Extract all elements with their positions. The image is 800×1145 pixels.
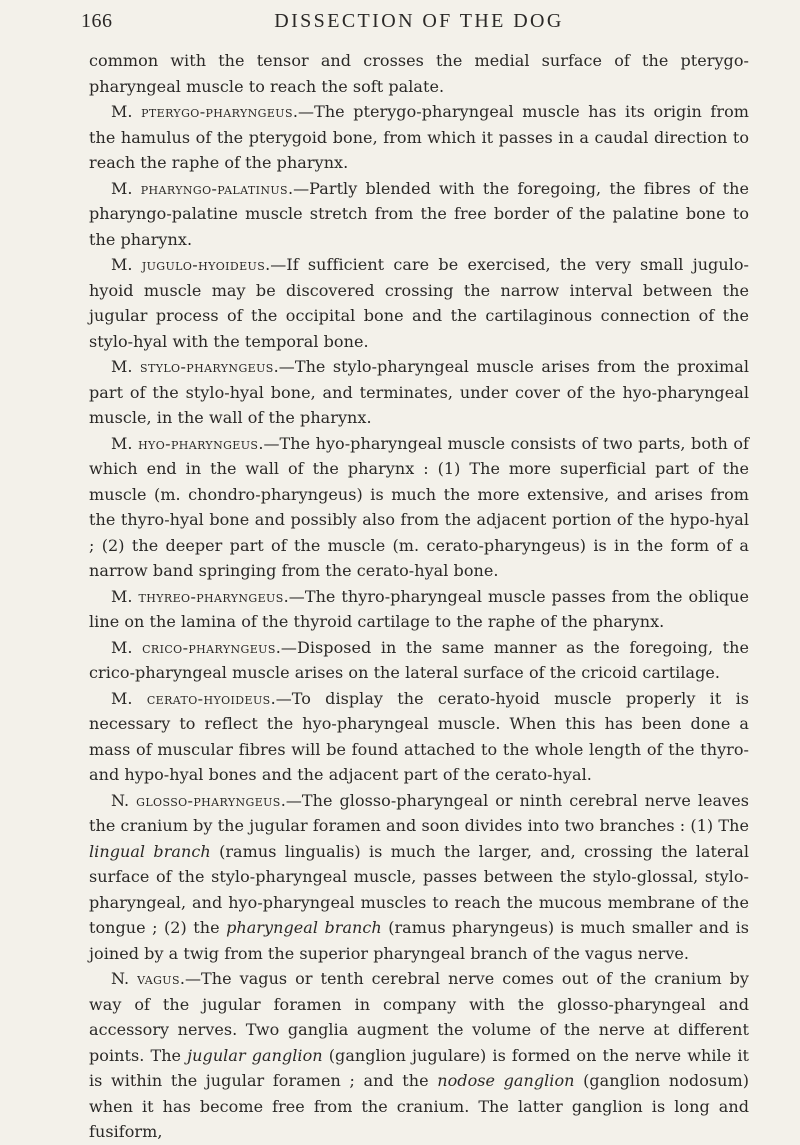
italic-term: nodose ganglion	[437, 1071, 575, 1090]
section-heading: vagus	[137, 969, 180, 988]
paragraph-pterygo-pharyngeus: M. pterygo-pharyngeus.—The pterygo-pharyngeal muscle has its origin from the hamulus of the pterygoid bone, from which it passes in a caudal direction to reach the raphe of the pharynx.	[89, 102, 749, 172]
paragraph-vagus: N. vagus.—The vagus or tenth cerebral nerve comes out of the cranium by way of the jugular foramen in company with the glosso-pharyngeal and accessory nerves. Two ganglia augment the volume of the nerve at different points. The jugular ganglion (ganglion jugulare) is formed on the nerve while it is within the jugular foramen ; and the nodose ganglion (ganglion nodosum) when it has become free from the cranium. The latter ganglion is long and fusiform,	[89, 969, 750, 1141]
section-heading: glosso-pharyngeus	[136, 790, 281, 810]
paragraph-continuation: common with the tensor and crosses the medial surface of the pterygo-pharyngeal muscle to reach the soft palate.	[89, 51, 749, 96]
section-heading: cerato-hyoideus	[146, 688, 271, 708]
italic-term: pharyngeal branch	[226, 918, 382, 937]
body-text	[89, 48, 749, 1145]
paragraph-pharyngo-palatinus: M. pharyngo-palatinus.—Partly blended with the foregoing, the fibres of the pharyngo-palatine muscle stretch from the free border of the palatine bone to the pharynx.	[89, 178, 749, 249]
paragraph-glosso-pharyngeus: N. glosso-pharyngeus.—The glosso-pharyngeal or ninth cerebral nerve leaves the cranium by the jugular foramen and soon divides into two branches : (1) The lingual branch (ramus lingualis) is much the larger, and, crossing the lateral surface of the stylo-pharyngeal muscle, passes between the stylo-glossal, stylo-pharyngeal, and hyo-pharyngeal muscles to reach the mucous membrane of the tongue ; (2) the pharyngeal branch (ramus pharyngeus) is much smaller and is joined by a twig from the superior pharyngeal branch of the vagus nerve.	[89, 790, 749, 963]
paragraph-stylo-pharyngeus: M. stylo-pharyngeus.—The stylo-pharyngeal muscle arises from the proximal part of the stylo-hyal bone, and terminates, under cover of the hyo-pharyngeal muscle, in the wall of the pharynx.	[89, 357, 749, 427]
italic-term: lingual branch	[89, 841, 211, 861]
running-title: DISSECTION OF THE DOG	[274, 10, 564, 32]
paragraph-crico-pharyngeus: M. crico-pharyngeus.—Disposed in the same manner as the foregoing, the crico-pharyngeal muscle arises on the lateral surface of the cricoid cartilage.	[89, 637, 749, 682]
section-heading: crico-pharyngeus	[142, 637, 276, 657]
section-heading: stylo-pharyngeus	[140, 357, 274, 376]
section-heading: jugulo-hyoideus	[141, 255, 266, 274]
section-heading: thyreo-pharyngeus	[138, 586, 284, 606]
italic-term: jugular ganglion	[187, 1045, 323, 1065]
paragraph-cerato-hyoideus: M. cerato-hyoideus.—To display the cerato-hyoid muscle properly it is necessary to reflect the hyo-pharyngeal muscle. When this has been done a mass of muscular fibres will be found attached to the whole length of the thyro- and hypo-hyal bones and the adjacent part of the cerato-hyal.	[89, 688, 749, 784]
section-heading: hyo-pharyngeus	[138, 433, 259, 453]
page-header	[81, 10, 749, 48]
page-number: 166	[81, 10, 113, 32]
paragraph-jugulo-hyoideus: M. jugulo-hyoideus.—If sufficient care be exercised, the very small jugulo-hyoid muscle may be discovered crossing the narrow interval between the jugular process of the occipital bone and the cartilaginous connection of the stylo-hyal with the temporal bone.	[89, 255, 750, 351]
book-page	[81, 10, 750, 1145]
section-heading: pharyngo-palatinus	[140, 178, 288, 198]
section-heading: pterygo-pharyngeus	[141, 102, 293, 121]
paragraph-hyo-pharyngeus: M. hyo-pharyngeus.—The hyo-pharyngeal muscle consists of two parts, both of which end in the wall of the pharynx : (1) The more superficial part of the muscle (m. chondro-pharyngeus) is much the more extensive, and arises from the thyro-hyal bone and possibly also from the adjacent portion of the hypo-hyal ; (2) the deeper part of the muscle (m. cerato-pharyngeus) is in the form of a narrow band springing from the cerato-hyal bone.	[89, 433, 749, 580]
paragraph-thyreo-pharyngeus: M. thyreo-pharyngeus.—The thyro-pharyngeal muscle passes from the oblique line on the lamina of the thyroid cartilage to the raphe of the pharynx.	[89, 586, 749, 631]
